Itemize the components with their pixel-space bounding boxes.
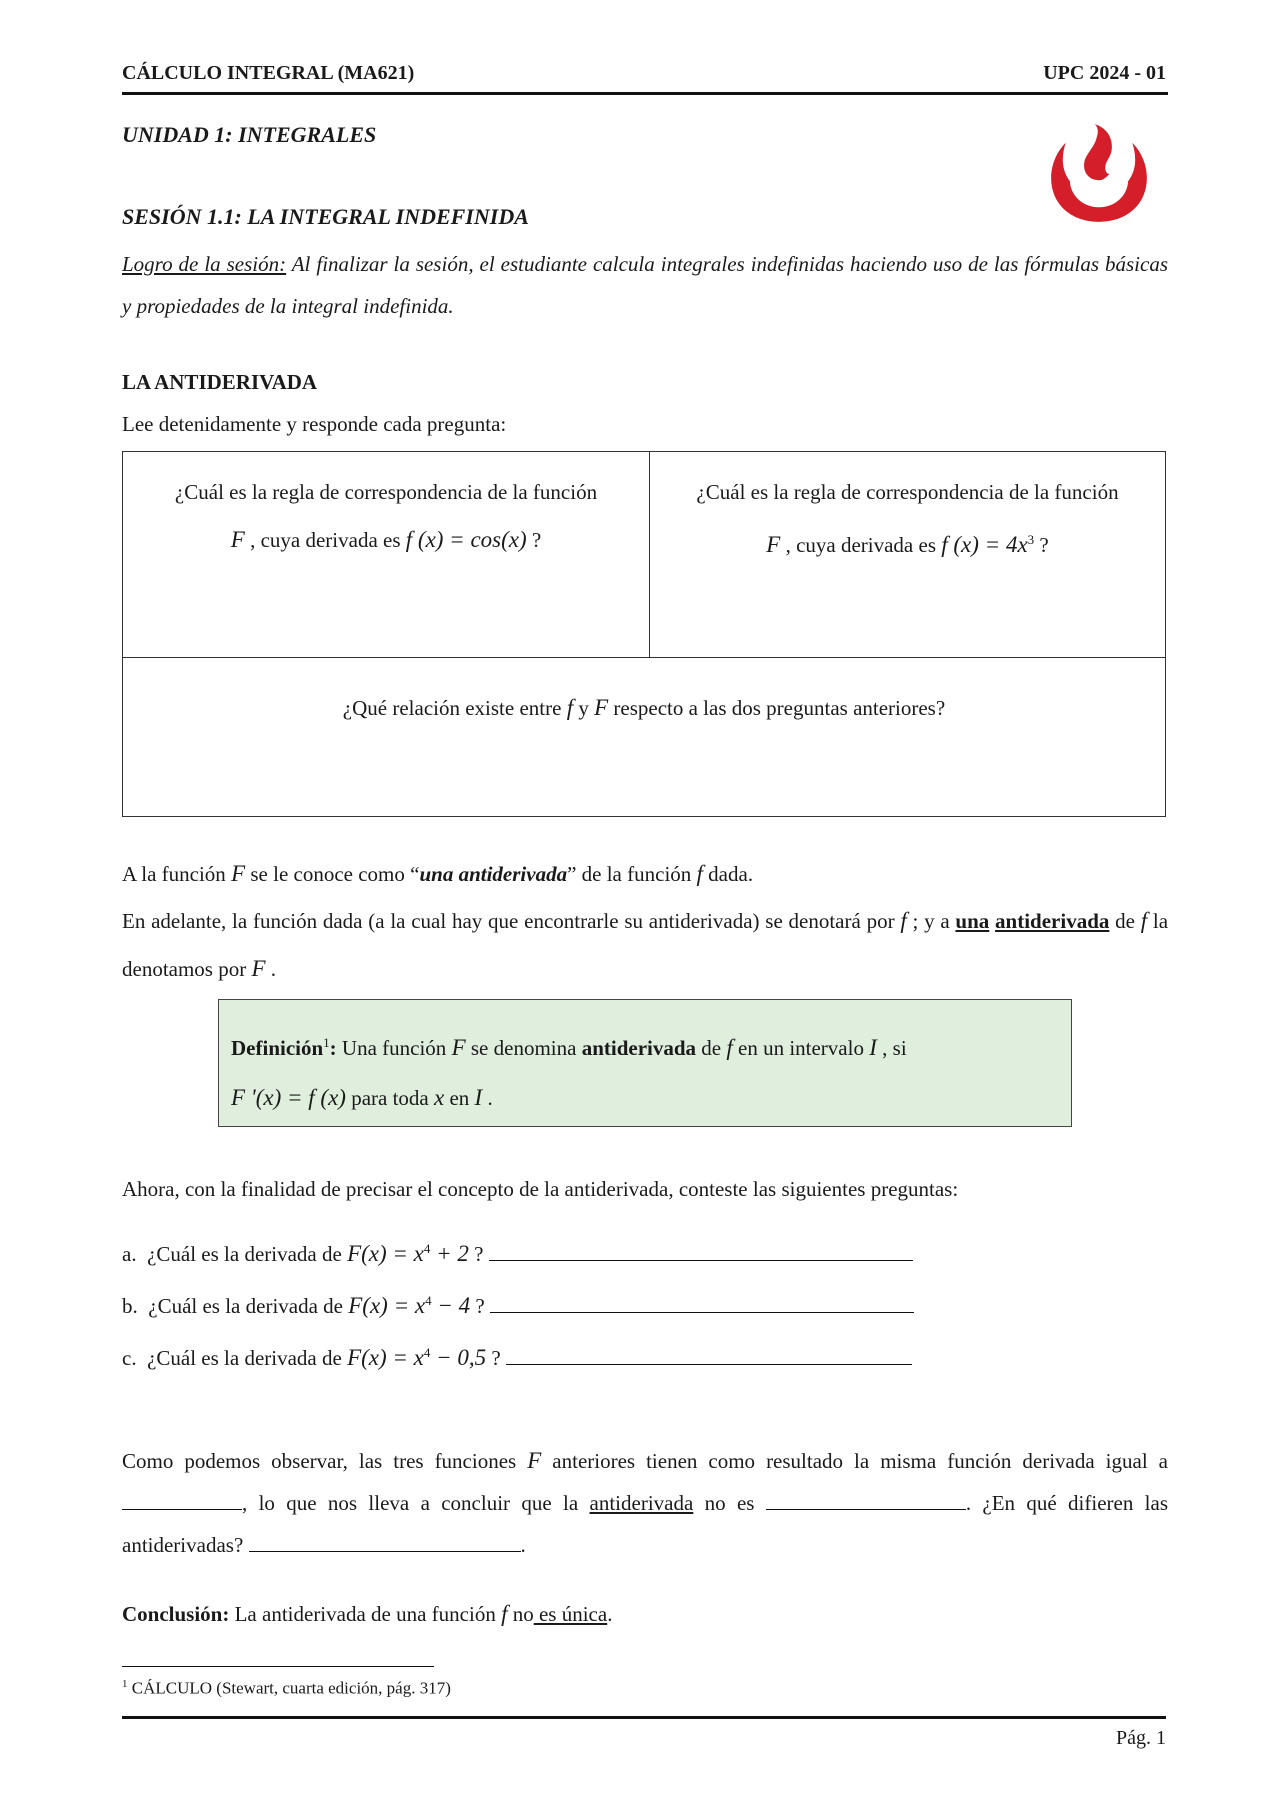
question-c: c. ¿Cuál es la derivada de $F(x) = x^4 - 0,5$ ? [122, 1344, 912, 1371]
question-table [122, 451, 1166, 817]
header-rule [122, 92, 1168, 95]
course-title: CÁLCULO INTEGRAL (MA621) [122, 62, 415, 84]
footer-rule [122, 1716, 1166, 1719]
question-a: a. ¿Cuál es la derivada de $F(x) = x^4 + 2$ ? [122, 1240, 913, 1267]
question-b: b. ¿Cuál es la derivada de $F(x) = x^4 - 4$ ? [122, 1292, 914, 1319]
observation-paragraph: Como podemos observar, las tres funciones F anteriores tienen como resultado la misma función derivada igual a , lo que nos lleva a concluir que la antiderivada no es . ¿En qué difieren las antiderivadas? . [122, 1448, 1168, 1557]
question-cell-3[interactable]: ¿Qué relación existe entre f y F respecto a las dos preguntas anteriores? [342, 695, 946, 720]
term-label: UPC 2024 - 01 [1043, 62, 1166, 84]
session-goal-text: Al finalizar la sesión, el estudiante calcula integrales indefinidas haciendo uso de las fórmulas básicas y propiedades de la integral indefinida. [122, 252, 1168, 318]
answer-blank-differ[interactable] [249, 1531, 521, 1552]
answer-blank-c[interactable] [506, 1344, 912, 1365]
definition-box: Definición$^1$: Una función F se denomina antiderivada de f en un intervalo I , si F '(x) = f (x) para toda x en I . [218, 999, 1072, 1127]
questions-intro: Ahora, con la finalidad de precisar el concepto de la antiderivada, conteste las siguientes preguntas: [122, 1177, 959, 1201]
question-cell-2[interactable]: ¿Cuál es la regla de correspondencia de la función F , cuya derivada es f $(x) = 4x^3$ ? [650, 452, 1165, 658]
session-title: SESIÓN 1.1: LA INTEGRAL INDEFINIDA [122, 204, 529, 229]
conclusion: Conclusión: La antiderivada de una función f no es única. [122, 1601, 613, 1626]
answer-blank-a[interactable] [489, 1240, 913, 1261]
upc-logo-icon [1047, 122, 1151, 226]
session-goal-label: Logro de la sesión: [122, 252, 287, 276]
question-cell-1[interactable]: ¿Cuál es la regla de correspondencia de la función F , cuya derivada es f (x) = cos(x) ? [123, 452, 650, 658]
section-heading: LA ANTIDERIVADA [122, 370, 318, 394]
antiderivative-intro: A la función F se le conoce como “una antiderivada” de la función f dada. [122, 861, 754, 886]
answer-blank-derivative[interactable] [122, 1489, 242, 1510]
footnote: $^1$ CÁLCULO (Stewart, cuarta edición, pág. 317) [122, 1678, 451, 1698]
session-goal [122, 243, 1168, 327]
unit-title: UNIDAD 1: INTEGRALES [122, 122, 377, 147]
footnote-rule [122, 1666, 434, 1667]
answer-blank-unique[interactable] [766, 1489, 966, 1510]
answer-blank-b[interactable] [490, 1292, 914, 1313]
notation-paragraph: En adelante, la función dada (a la cual hay que encontrarle su antiderivada) se denotará por f ; y a una antiderivada de f la denotamos por F . [122, 908, 1169, 981]
instruction-text: Lee detenidamente y responde cada pregunta: [122, 412, 507, 436]
page-number: Pág. 1 [1116, 1727, 1166, 1749]
